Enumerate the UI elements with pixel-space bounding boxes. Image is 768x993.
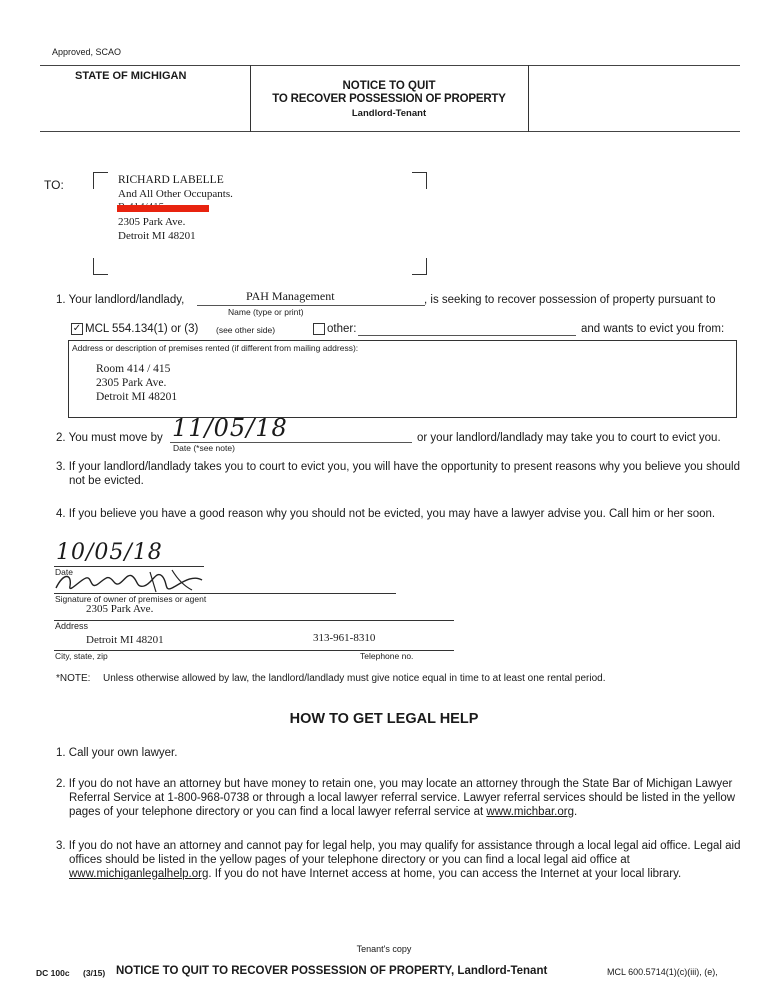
premises-line-1: Room 414 / 415 <box>96 363 171 375</box>
signer-phone: 313-961-8310 <box>313 632 376 644</box>
note-prefix: *NOTE: <box>56 673 91 684</box>
mcl-label: MCL 554.134(1) or (3) <box>85 323 199 335</box>
item1-prefix: 1. Your landlord/landlady, <box>56 294 185 306</box>
tenant-street: 2305 Park Ave. <box>118 216 186 228</box>
legal-help-item2: 2. If you do not have an attorney but have money to retain one, you may locate an attorney through the State Bar of Michigan Lawyer Referral Service at 1-800-968-0738 or through a local lawyer referral service. Lawyer referral services should be listed in the yellow pages of your telephone directory or you can find a local lawyer referral service at www.michbar.org. <box>56 778 736 818</box>
michiganlegalhelp-link[interactable]: www.michiganlegalhelp.org <box>69 868 209 880</box>
signed-date-label: Date <box>55 567 73 577</box>
tenant-city: Detroit MI 48201 <box>118 230 196 242</box>
item3-text: 3. If your landlord/landlady takes you to court to evict you, you will have the opportunity to present reasons why you believe you should not be evicted. <box>56 461 741 487</box>
other-line[interactable] <box>358 335 576 336</box>
footer-citation: MCL 600.5714(1)(c)(iii), (e), <box>607 967 718 977</box>
tenant-copy-label: Tenant's copy <box>356 944 412 954</box>
premises-label: Address or description of premises rented (if different from mailing address): <box>72 343 359 353</box>
item2-prefix: 2. You must move by <box>56 432 163 444</box>
form-id: DC 100c <box>36 968 70 978</box>
form-title-line2: TO RECOVER POSSESSION OF PROPERTY <box>272 93 506 105</box>
item2-suffix: or your landlord/landlady may take you to court to evict you. <box>417 432 721 444</box>
state-name: STATE OF MICHIGAN <box>75 70 187 82</box>
signer-city: Detroit MI 48201 <box>86 634 164 646</box>
signer-city-label: City, state, zip <box>55 651 108 661</box>
signer-address: 2305 Park Ave. <box>86 603 154 615</box>
header-divider-right <box>528 65 529 132</box>
item4-text: 4. If you believe you have a good reason why you should not be evicted, you may have a lawyer advise you. Call him or her soon. <box>56 508 716 520</box>
legal-help-item2-text: 2. If you do not have an attorney but have money to retain one, you may locate an attorney through the State Bar of Michigan Lawyer Referral Service at 1-800-968-0738 or through a local lawyer referral service. Lawyer referral services should be listed in the yellow pages of your telephone directory or you can find a local lawyer referral service at <box>56 778 736 818</box>
signature-label: Signature of owner of premises or agent <box>55 594 207 604</box>
signature-scribble <box>52 566 212 596</box>
item1-suffix: , is seeking to recover possession of property pursuant to <box>424 294 716 306</box>
landlord-name-label: Name (type or print) <box>228 307 304 317</box>
mcl-checkbox[interactable]: ✓ <box>72 323 82 334</box>
to-label: TO: <box>44 178 64 192</box>
form-subtitle: Landlord-Tenant <box>351 108 427 119</box>
header-top-rule <box>40 65 740 66</box>
michbar-link[interactable]: www.michbar.org <box>486 806 574 818</box>
landlord-name-line <box>197 305 425 306</box>
address-bracket-bottom-left <box>93 258 108 275</box>
signer-address-line <box>54 620 454 621</box>
evict-text: and wants to evict you from: <box>581 323 725 335</box>
tenant-occupants: And All Other Occupants. <box>118 188 233 200</box>
legal-help-item3-text: 3. If you do not have an attorney and cannot pay for legal help, you may qualify for assistance through a local legal aid office. Legal aid offices should be listed in the yellow pages of your telephone directory or you can find a local legal aid office at <box>56 840 741 866</box>
move-by-date-handwritten: 11/05/18 <box>172 414 288 442</box>
header-bottom-rule <box>40 131 740 132</box>
other-label: other: <box>327 323 357 335</box>
signer-phone-label: Telephone no. <box>360 651 414 661</box>
note-text: Unless otherwise allowed by law, the landlord/landlady must give notice equal in time to at least one rental period. <box>103 673 606 684</box>
address-bracket-top-right <box>412 172 427 189</box>
legal-help-heading: HOW TO GET LEGAL HELP <box>289 711 479 727</box>
signer-address-label: Address <box>55 621 89 631</box>
footer-form-title: NOTICE TO QUIT TO RECOVER POSSESSION OF PROPERTY, Landlord-Tenant <box>116 965 548 977</box>
form-date: (3/15) <box>83 968 106 978</box>
tenant-name: RICHARD LABELLE <box>118 174 224 186</box>
redaction-bar <box>117 205 209 212</box>
move-by-date-label: Date (*see note) <box>173 443 235 453</box>
legal-help-item3-text-end: . If you do not have Internet access at home, you can access the Internet at your local library. <box>208 868 682 880</box>
form-title-line1: NOTICE TO QUIT <box>342 80 436 92</box>
landlord-name: PAH Management <box>246 289 335 303</box>
address-bracket-bottom-right <box>412 258 427 275</box>
mcl-note: (see other side) <box>216 325 276 335</box>
premises-line-3: Detroit MI 48201 <box>96 391 178 403</box>
approved-text: Approved, SCAO <box>52 47 122 57</box>
legal-help-item1: 1. Call your own lawyer. <box>56 747 178 759</box>
signed-date-handwritten: 10/05/18 <box>56 540 163 565</box>
premises-line-2: 2305 Park Ave. <box>96 377 167 389</box>
other-checkbox[interactable] <box>313 323 325 335</box>
legal-help-item3 <box>56 839 755 881</box>
address-bracket-top-left <box>93 172 108 189</box>
